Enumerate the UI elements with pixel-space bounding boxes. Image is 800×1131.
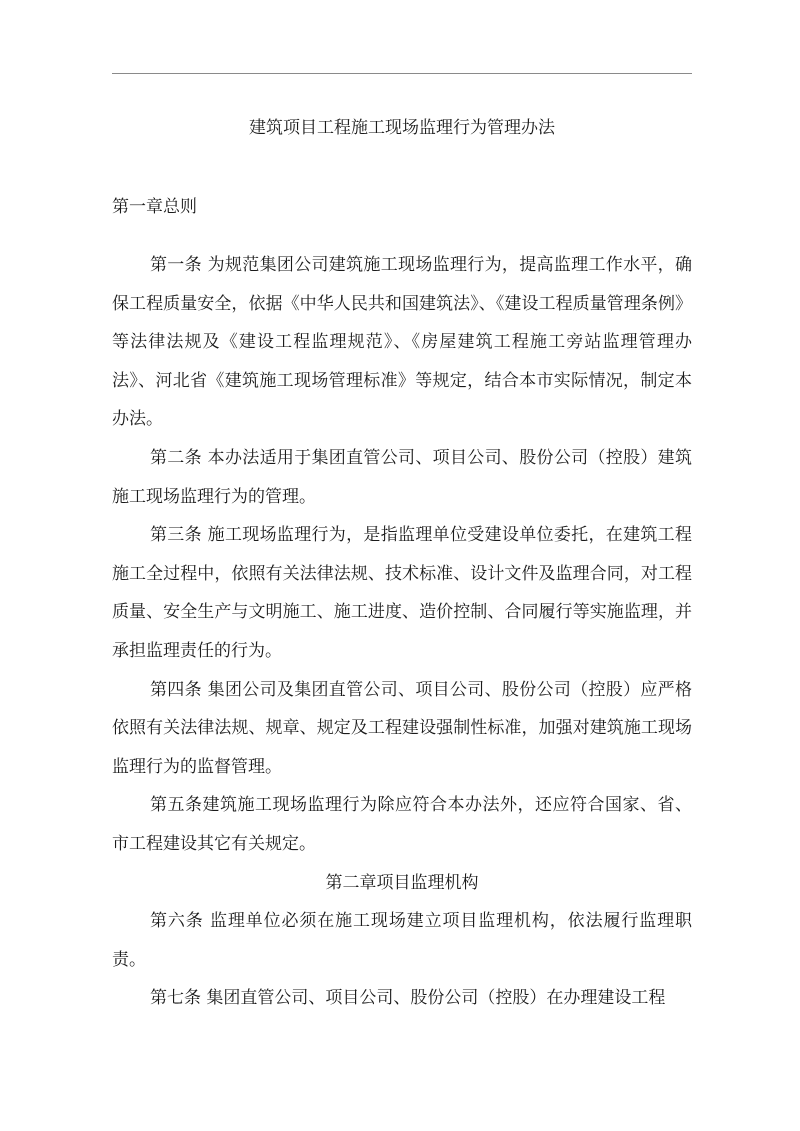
document-body [112,246,692,1018]
article-4: 第四条 集团公司及集团直管公司、项目公司、股份公司（控股）应严格依照有关法律法规、规章、规定及工程建设强制性标准，加强对建筑施工现场监理行为的监督管理。 [112,679,692,777]
article-6: 第六条 监理单位必须在施工现场建立项目监理机构，依法履行监理职责。 [112,911,692,970]
header-rule [112,73,692,74]
article-7: 第七条 集团直管公司、项目公司、股份公司（控股）在办理建设工程 [150,988,666,1009]
article-3: 第三条 施工现场监理行为，是指监理单位受建设单位委托，在建筑工程施工全过程中，依照有关法律法规、技术标准、设计文件及监理合同，对工程质量、安全生产与文明施工、施工进度、造价控制、合同履行等实施监理，并承担监理责任的行为。 [112,525,692,661]
chapter-1-heading: 第一章总则 [112,197,197,217]
chapter-2-heading: 第二章项目监理机构 [325,872,479,893]
article-1: 第一条 为规范集团公司建筑施工现场监理行为，提高监理工作水平，确保工程质量安全，依据《中华人民共和国建筑法》、《建设工程质量管理条例》等法律法规及《建设工程监理规范》、《房屋建筑工程施工旁站监理管理办法》、河北省《建筑施工现场管理标准》等规定，结合本市实际情况，制定本办法。 [112,255,692,430]
document-title: 建筑项目工程施工现场监理行为管理办法 [249,118,555,138]
article-2: 第二条 本办法适用于集团直管公司、项目公司、股份公司（控股）建筑施工现场监理行为的管理。 [112,447,692,507]
article-5: 第五条建筑施工现场监理行为除应符合本办法外，还应符合国家、省、市工程建设其它有关规定。 [112,795,692,854]
